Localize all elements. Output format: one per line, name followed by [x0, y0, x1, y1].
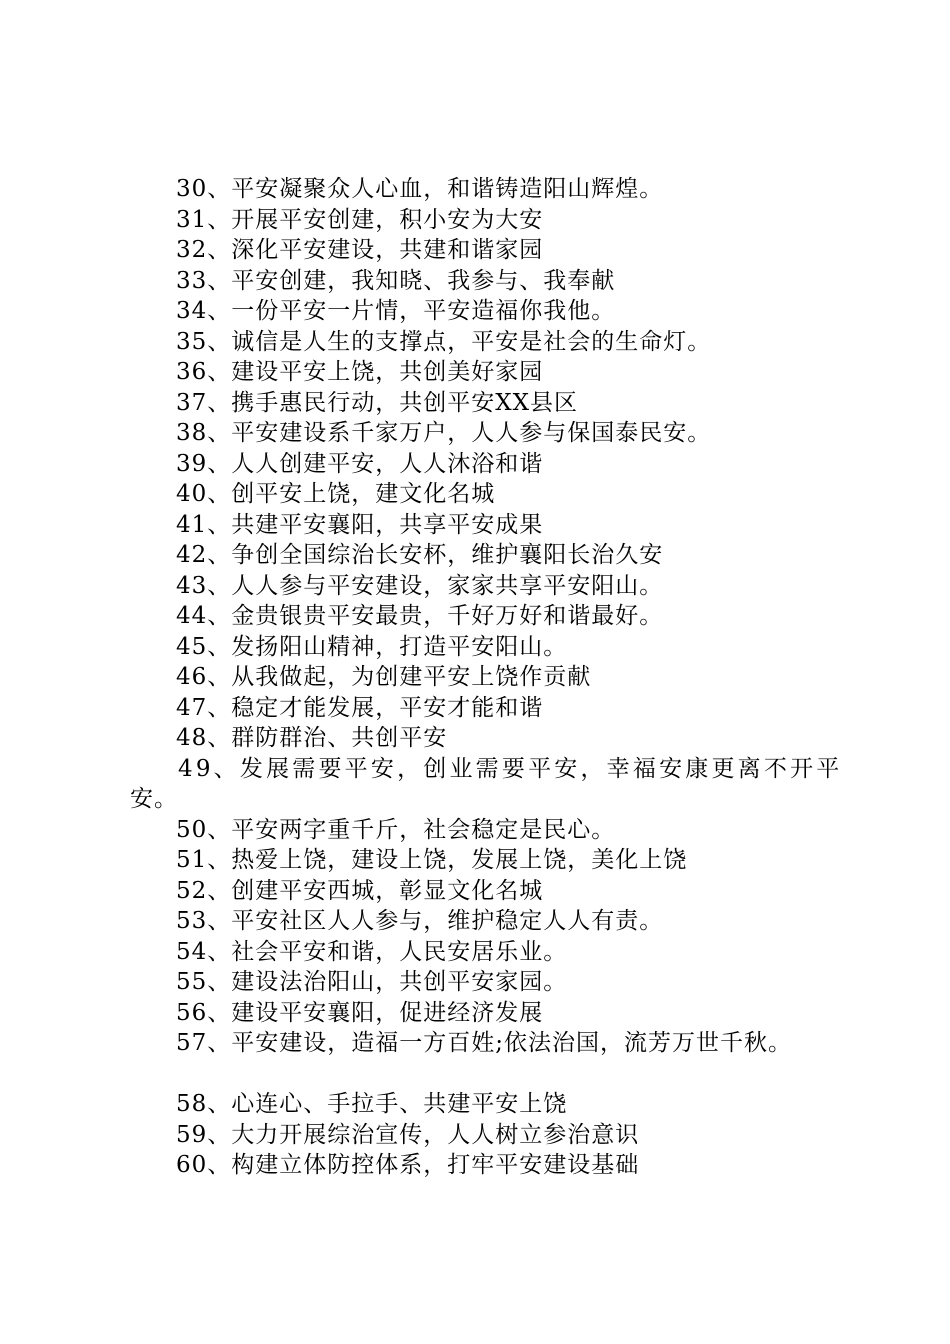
list-item: 51、热爱上饶，建设上饶，发展上饶，美化上饶 [176, 847, 688, 873]
list-item: 35、诚信是人生的支撑点，平安是社会的生命灯。 [176, 328, 712, 355]
list-item: 39、人人创建平安，人人沐浴和谐 [176, 450, 544, 477]
list-item: 52、创建平安西城，彰显文化名城 [176, 877, 544, 904]
list-item: 31、开展平安创建，积小安为大安 [176, 206, 544, 233]
list-item: 36、建设平安上饶，共创美好家园 [176, 359, 544, 385]
list-item-continuation: 安。 [130, 786, 178, 812]
list-item: 56、建设平安襄阳，促进经济发展 [176, 999, 544, 1026]
list-item: 41、共建平安襄阳，共享平安成果 [176, 511, 544, 538]
list-item: 53、平安社区人人参与，维护稳定人人有责。 [176, 908, 664, 934]
list-item: 58、心连心、手拉手、共建平安上饶 [176, 1091, 568, 1117]
list-item: 30、平安凝聚众人心血，和谐铸造阳山辉煌。 [176, 176, 664, 202]
list-item: 33、平安创建，我知晓、我参与、我奉献 [176, 267, 616, 294]
list-item: 55、建设法治阳山，共创平安家园。 [176, 969, 568, 995]
list-item: 40、创平安上饶，建文化名城 [176, 481, 496, 507]
list-item: 54、社会平安和谐，人民安居乐业。 [176, 938, 568, 965]
list-item: 32、深化平安建设，共建和谐家园 [176, 237, 544, 263]
list-item: 34、一份平安一片情，平安造福你我他。 [176, 298, 616, 324]
list-item: 46、从我做起，为创建平安上饶作贡献 [176, 664, 592, 690]
list-item: 50、平安两字重千斤，社会稳定是民心。 [176, 816, 616, 843]
list-item: 42、争创全国综治长安杯，维护襄阳长治久安 [176, 542, 664, 568]
list-item: 45、发扬阳山精神，打造平安阳山。 [176, 633, 568, 660]
list-item: 44、金贵银贵平安最贵，千好万好和谐最好。 [176, 603, 664, 629]
list-item: 38、平安建设系千家万户，人人参与保国泰民安。 [176, 420, 712, 446]
slogan-list [130, 174, 843, 1181]
list-item: 60、构建立体防控体系，打牢平安建设基础 [176, 1152, 640, 1178]
list-item: 43、人人参与平安建设，家家共享平安阳山。 [176, 572, 664, 599]
list-item: 59、大力开展综治宣传，人人树立参治意识 [176, 1121, 640, 1148]
list-item: 37、携手惠民行动，共创平安XX县区 [176, 389, 579, 416]
list-item: 57、平安建设，造福一方百姓;依法治国，流芳万世千秋。 [176, 1030, 793, 1056]
list-item: 47、稳定才能发展，平安才能和谐 [176, 694, 544, 721]
list-item: 49、发展需要平安，创业需要平安，幸福安康更离不开平 [178, 755, 843, 782]
list-item: 48、群防群治、共创平安 [176, 725, 448, 751]
blank-line [130, 1059, 830, 1090]
